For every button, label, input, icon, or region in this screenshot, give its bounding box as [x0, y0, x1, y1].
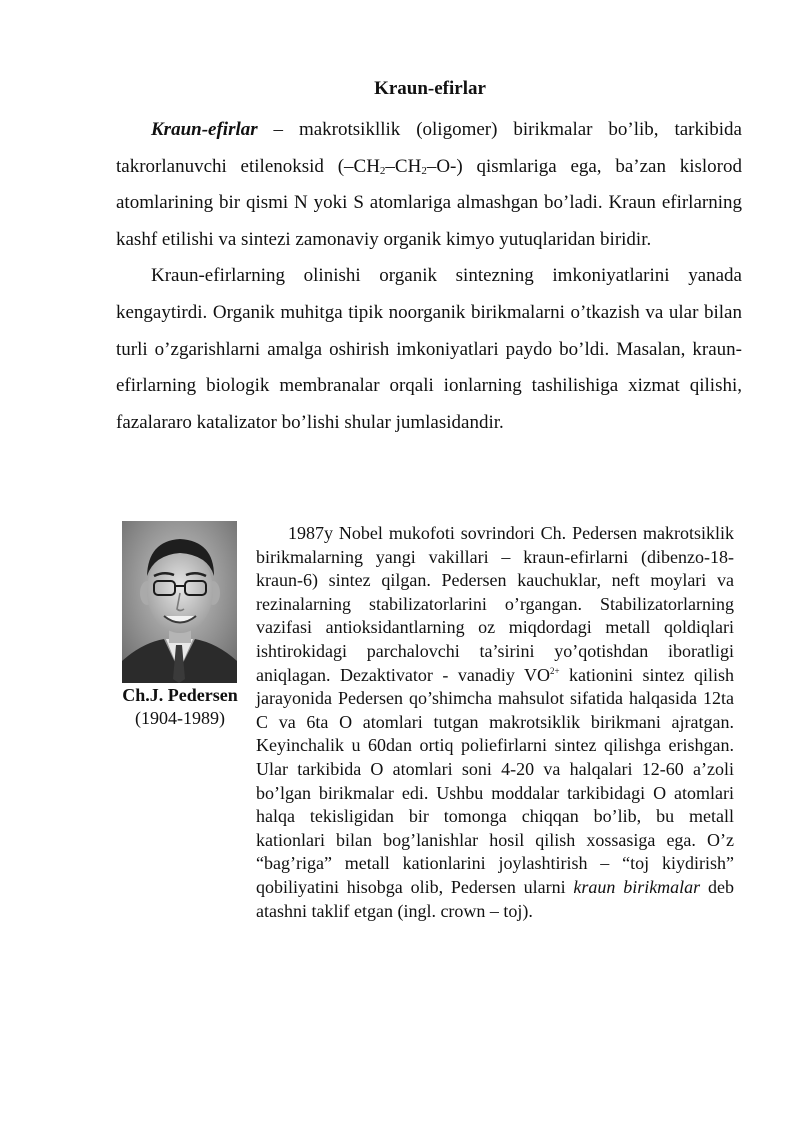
side-text	[256, 522, 734, 923]
caption-years: (1904-1989)	[135, 708, 225, 728]
portrait-photo	[122, 521, 237, 683]
page-title: Kraun-efirlar	[374, 78, 486, 99]
portrait-icon	[122, 521, 237, 683]
photo-caption	[112, 684, 248, 730]
term-kraun-efirlar: Kraun-efirlar	[151, 119, 258, 140]
italic-kraun-birikmalar: kraun birikmalar	[573, 876, 701, 897]
subscript-2: 2	[379, 164, 386, 177]
paragraph-1-text-c: –O-) qismlariga ega, ba’zan kislorod atomlarining bir qismi N yoki S atomlariga almashgan bo’ladi. Kraun efirlarning kashf etilishi va sintezi zamonaviy organik kimyo yutuqlaridan biridir.	[116, 155, 742, 250]
paragraph-3-text-b: kationini sintez qilish jarayonida Pedersen qo’shimcha mahsulot sifatida halqasida 12ta C va 6ta O atomlari tutgan makrotsiklik birikmani ajratgan. Keyinchalik u 60dan ortiq poliefirlarni sintez qilishga erishgan. Ular tarkibida O atomlari soni 4-20 va halqalari 12-60 a’zoli bo’lgan birikmalar edi. Ushbu moddalar tarkibidagi O atomlari halqa tekisligidan bir tomonga chiqqan bo’lib, bu metall kationlari bilan bog’lanishlar hosil qilish xossasiga ega. O’z “bag’riga” metall kationlarini joylashtirish – “toj kiydirish” qobiliyatini hisobga olib, Pedersen ularni	[256, 664, 734, 897]
paragraph-1	[116, 112, 742, 258]
paragraph-3-text-a: 1987y Nobel mukofoti sovrindori Ch. Pedersen makrotsiklik birikmalarning yangi vakillari – kraun-efirlarni (dibenzo-18-kraun-6) sintez qilgan. Pedersen kauchuklar, neft moylari va rezinalarning stabilizatorlarini o’rgangan. Stabilizatorlarning vazifasi antioksidantlarning oz miqdordagi metall qoldiqlari ishtirokidagi parchalovchi ta’sirini yo’qotishdan iboratligi aniqlagan. Dezaktivator - vanadiy VO	[256, 523, 734, 685]
main-text	[116, 112, 742, 441]
paragraph-3	[256, 522, 734, 923]
superscript-2plus: 2+	[549, 665, 560, 676]
paragraph-3-text-c: deb atashni taklif etgan (ingl. crown – toj).	[256, 876, 734, 921]
subscript-2: 2	[421, 164, 427, 177]
paragraph-1-text-a: – makrotsikllik (oligomer) birikmalar bo’lib, tarkibida takrorlanuvchi etilenoksid (–CH	[116, 119, 742, 177]
paragraph-2: Kraun-efirlarning olinishi organik sintezning imkoniyatlarini yanada kengaytirdi. Organik muhitga tipik noorganik birikmalarni o’tkazish va ular bilan turli o’zgarishlarni amalga oshirish imkoniyatlari paydo bo’ldi. Masalan, kraun-efirlarning biologik membranalar orqali ionlarning tashilishiga xizmat qilishi, fazalararo katalizator bo’lishi shular jumlasidandir.	[116, 265, 742, 433]
caption-name: Ch.J. Pedersen	[122, 685, 238, 705]
paragraph-1-text-b: –CH	[385, 155, 422, 177]
